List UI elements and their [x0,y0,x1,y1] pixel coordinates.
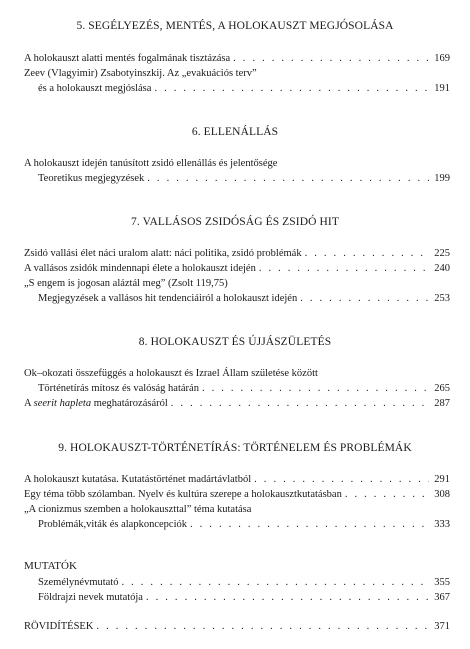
dot-leader [121,576,429,589]
dot-leader [147,172,429,185]
toc-page-number: 367 [434,592,450,603]
dot-leader [345,488,429,501]
toc-entry-prefix: A [24,398,34,409]
mutatok-heading: MUTATÓK [24,560,77,572]
section-7-title: 7. VALLÁSOS ZSIDÓSÁG ÉS ZSIDÓ HIT [131,216,339,228]
section-9-title: 9. HOLOKAUSZT-TÖRTÉNETÍRÁS: TÖRTÉNELEM ÉS PROBLÉMÁK [58,442,412,454]
toc-entry[interactable] [24,518,450,531]
dot-leader [300,292,429,305]
toc-entry[interactable] [24,292,450,305]
toc-page-number: 265 [434,383,450,394]
dot-leader [171,397,429,410]
toc-entry[interactable] [24,488,450,501]
toc-page-number: 253 [434,293,450,304]
toc-entry[interactable] [24,591,450,604]
toc-entry-text: Egy téma több szólamban. Nyelv és kultúra szerepe a holokausztkutatásban [24,489,342,500]
toc-entry-text: Történetírás mítosz és valóság határán [38,383,199,394]
toc-entry[interactable] [24,382,450,395]
toc-entry-text: Teoretikus megjegyzések [38,173,145,184]
dot-leader [190,518,429,531]
toc-entry-text: Megjegyzések a vallásos hit tendenciáiról a holokauszt idején [38,293,298,304]
toc-entry[interactable] [24,576,450,589]
toc-entry[interactable] [24,172,450,185]
toc-entry-suffix: meghatározásáról [91,398,168,409]
dot-leader [259,262,429,275]
toc-entry-text: és a holokauszt megjóslása [38,83,152,94]
toc-page-number: 225 [434,248,450,259]
toc-entry-text: Zeev (Vlagyimir) Zsabotyinszkij. Az „evakuációs terv” [24,68,257,79]
section-5-title: 5. SEGÉLYEZÉS, MENTÉS, A HOLOKAUSZT MEGJÓSOLÁSA [76,20,394,32]
dot-leader [233,52,429,65]
toc-entry-text: Földrajzi nevek mutatója [38,592,143,603]
toc-entry-text: Zsidó vallási élet náci uralom alatt: náci politika, zsidó problémák [24,248,302,259]
toc-page-number: 371 [434,621,450,632]
toc-entry[interactable] [24,397,450,410]
toc-page-number: 333 [434,519,450,530]
dot-leader [146,591,429,604]
toc-entry-text: Problémák,viták és alapkoncepciók [38,519,187,530]
toc-entry[interactable] [24,52,450,65]
toc-entry-text: Személynévmutató [38,577,119,588]
toc-entry-text: A holokauszt alatti mentés fogalmának tisztázása [24,53,231,64]
dot-leader [96,620,429,633]
toc-entry[interactable] [24,473,450,486]
toc-entry-text [24,397,168,410]
toc-entry[interactable] [24,262,450,275]
toc-entry-text: A holokauszt kutatása. Kutatástörténet madártávlatból [24,474,252,485]
toc-entry-text: A vallásos zsidók mindennapi élete a holokauszt idején [24,263,256,274]
toc-entry[interactable] [24,82,450,95]
dot-leader [305,247,429,260]
toc-entry[interactable] [24,247,450,260]
dot-leader [154,82,429,95]
toc-page-number: 240 [434,263,450,274]
dot-leader [254,473,429,486]
section-6-title: 6. ELLENÁLLÁS [191,126,279,138]
toc-page-number: 287 [434,398,450,409]
toc-entry-text: Ok–okozati összefüggés a holokauszt és Izrael Állam születése között [24,368,318,379]
toc-entry-text: „S engem is jogosan aláztál meg” (Zsolt 119,75) [24,278,228,289]
toc-page-number: 191 [434,83,450,94]
toc-entry-text: A holokauszt idején tanúsított zsidó ellenállás és jelentősége [24,158,278,169]
toc-page-number: 355 [434,577,450,588]
toc-page-number: 308 [434,489,450,500]
toc-entry[interactable] [24,620,450,633]
toc-entry-text: „A cionizmus szemben a holokauszttal” téma kutatása [24,504,252,515]
roviditesek-heading: RÖVIDÍTÉSEK [24,621,94,632]
toc-entry-italic: seerit hapleta [33,398,92,409]
section-8-title: 8. HOLOKAUSZT ÉS ÚJJÁSZÜLETÉS [138,336,332,348]
dot-leader [202,382,429,395]
toc-page-number: 291 [434,474,450,485]
toc-page-number: 169 [434,53,450,64]
toc-page-number: 199 [434,173,450,184]
